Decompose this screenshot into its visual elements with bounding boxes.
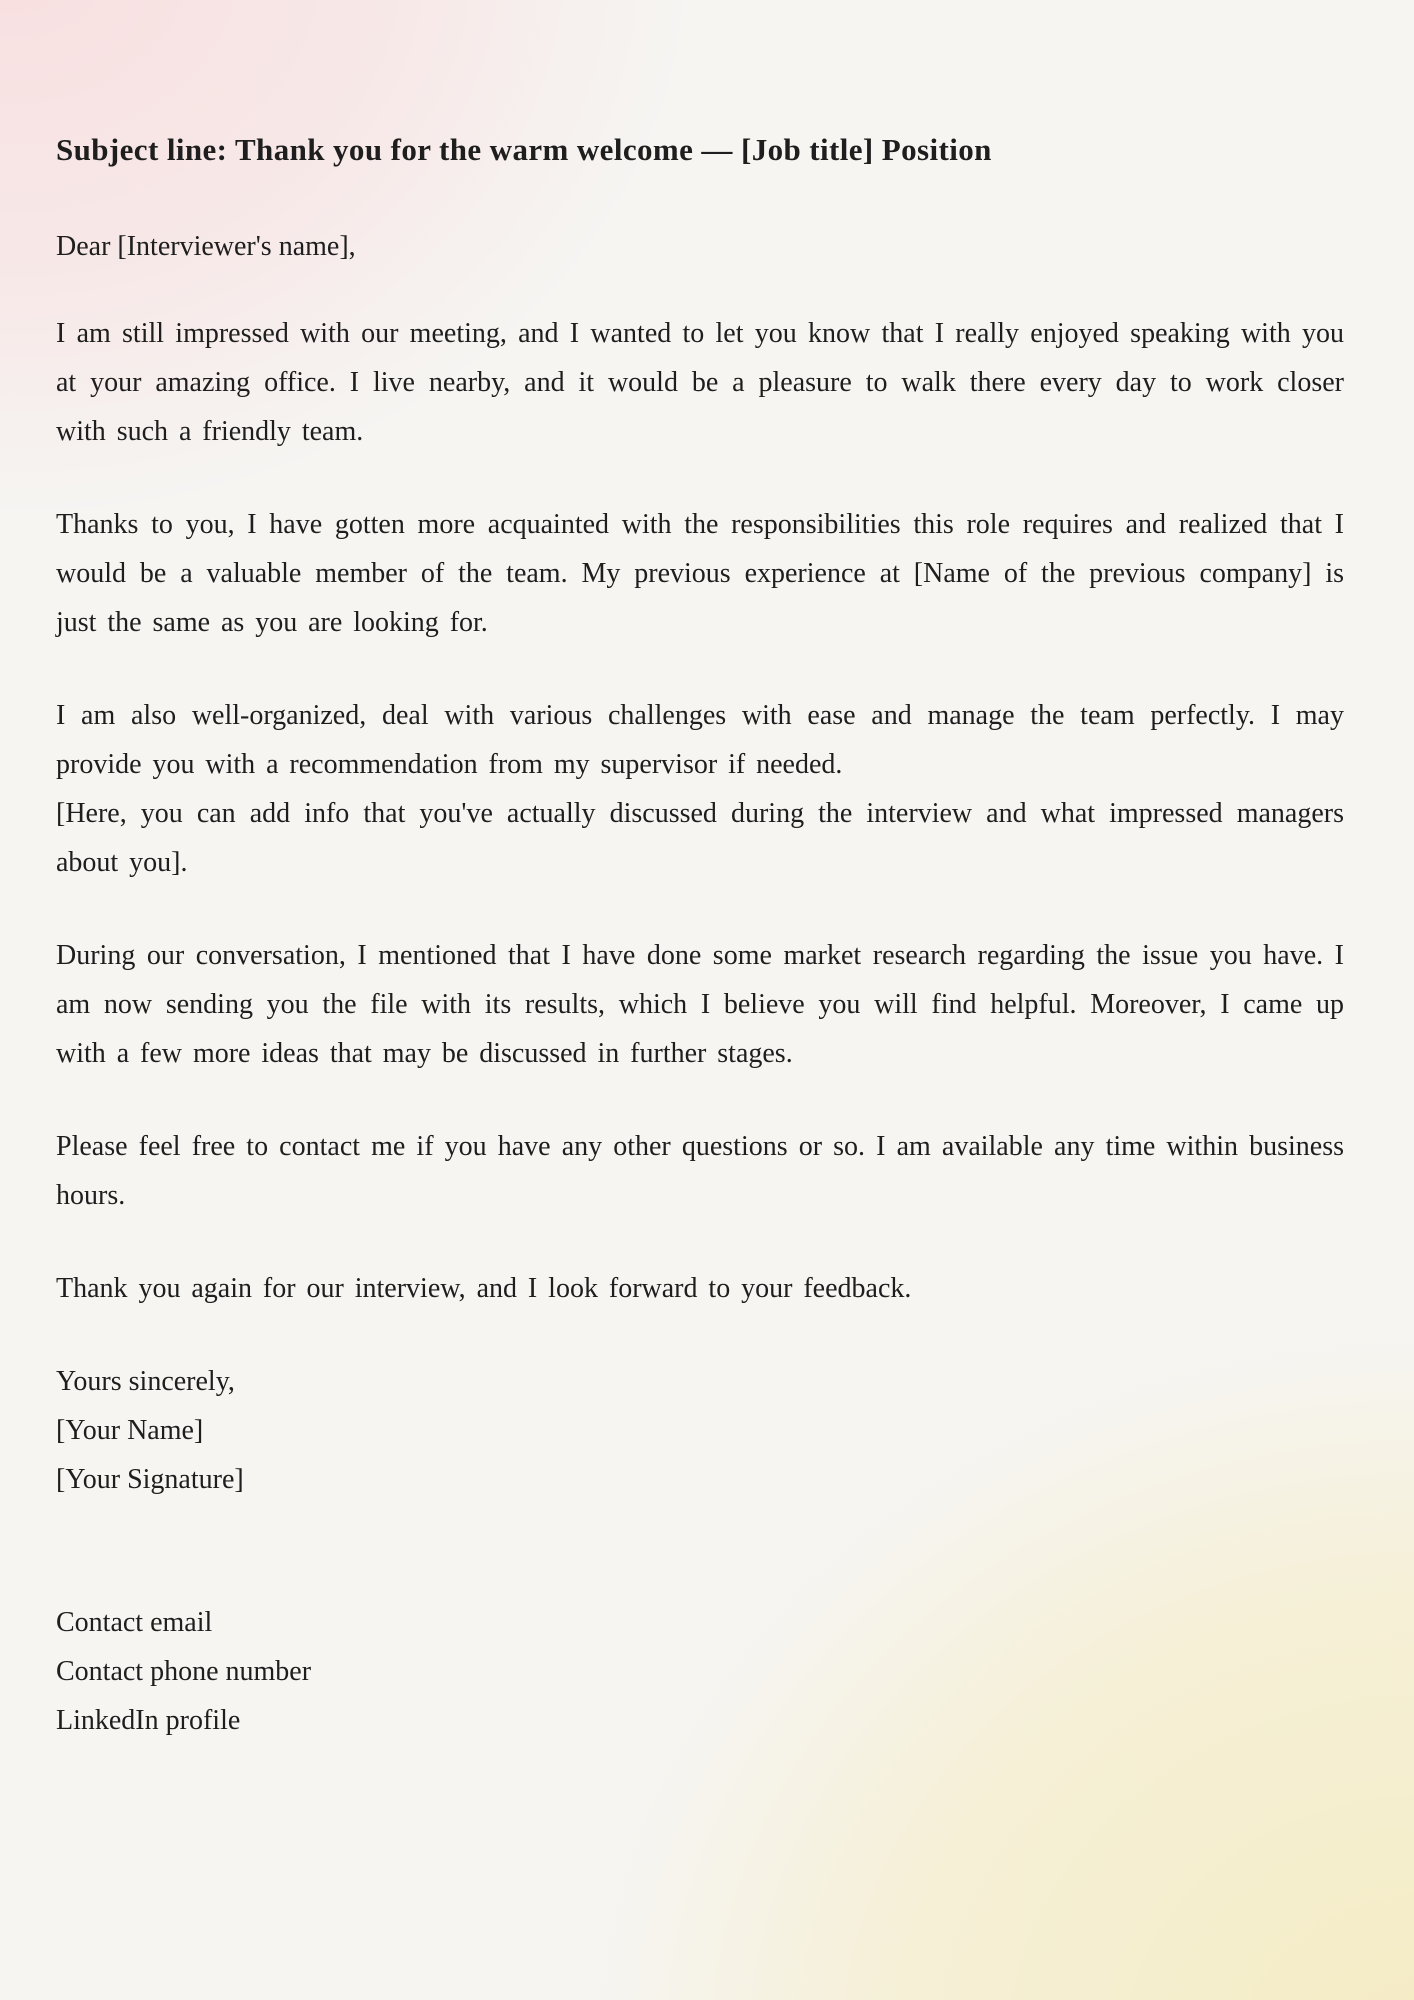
body-paragraph-3: I am also well-organized, deal with various challenges with ease and manage the team perfectly. I may provide you with a recommendation from my supervisor if needed. — [56, 700, 1344, 780]
signoff-name-placeholder: [Your Name] — [56, 1415, 204, 1446]
signoff-block — [56, 1357, 1344, 1504]
contact-phone-line: Contact phone number — [56, 1656, 312, 1687]
linkedin-profile-line: LinkedIn profile — [56, 1705, 241, 1736]
contact-block — [56, 1598, 1344, 1745]
body-paragraph-5: Please feel free to contact me if you have any other questions or so. I am available any time within business hours. — [56, 1131, 1344, 1211]
subject-line: Subject line: Thank you for the warm welcome — [Job title] Position — [56, 132, 992, 167]
body-paragraph-3-placeholder-note: [Here, you can add info that you've actually discussed during the interview and what impressed managers about you]. — [56, 798, 1344, 878]
body-paragraph-4: During our conversation, I mentioned that I have done some market research regarding the issue you have. I am now sending you the file with its results, which I believe you will find helpful. Moreover, I came up with a few more ideas that may be discussed in further stages. — [56, 940, 1344, 1069]
body-paragraph-6: Thank you again for our interview, and I look forward to your feedback. — [56, 1273, 912, 1304]
greeting: Dear [Interviewer's name], — [56, 231, 356, 262]
contact-email-line: Contact email — [56, 1607, 213, 1638]
signoff-signature-placeholder: [Your Signature] — [56, 1464, 244, 1495]
body-paragraph-2: Thanks to you, I have gotten more acquainted with the responsibilities this role requires and realized that I would be a valuable member of the team. My previous experience at [Name of the previous company] is just the same as you are looking for. — [56, 509, 1344, 638]
body-paragraph-1: I am still impressed with our meeting, and I wanted to let you know that I really enjoyed speaking with you at your amazing office. I live nearby, and it would be a pleasure to walk there every day to work closer with such a friendly team. — [56, 318, 1344, 447]
signoff-closing: Yours sincerely, — [56, 1366, 235, 1397]
